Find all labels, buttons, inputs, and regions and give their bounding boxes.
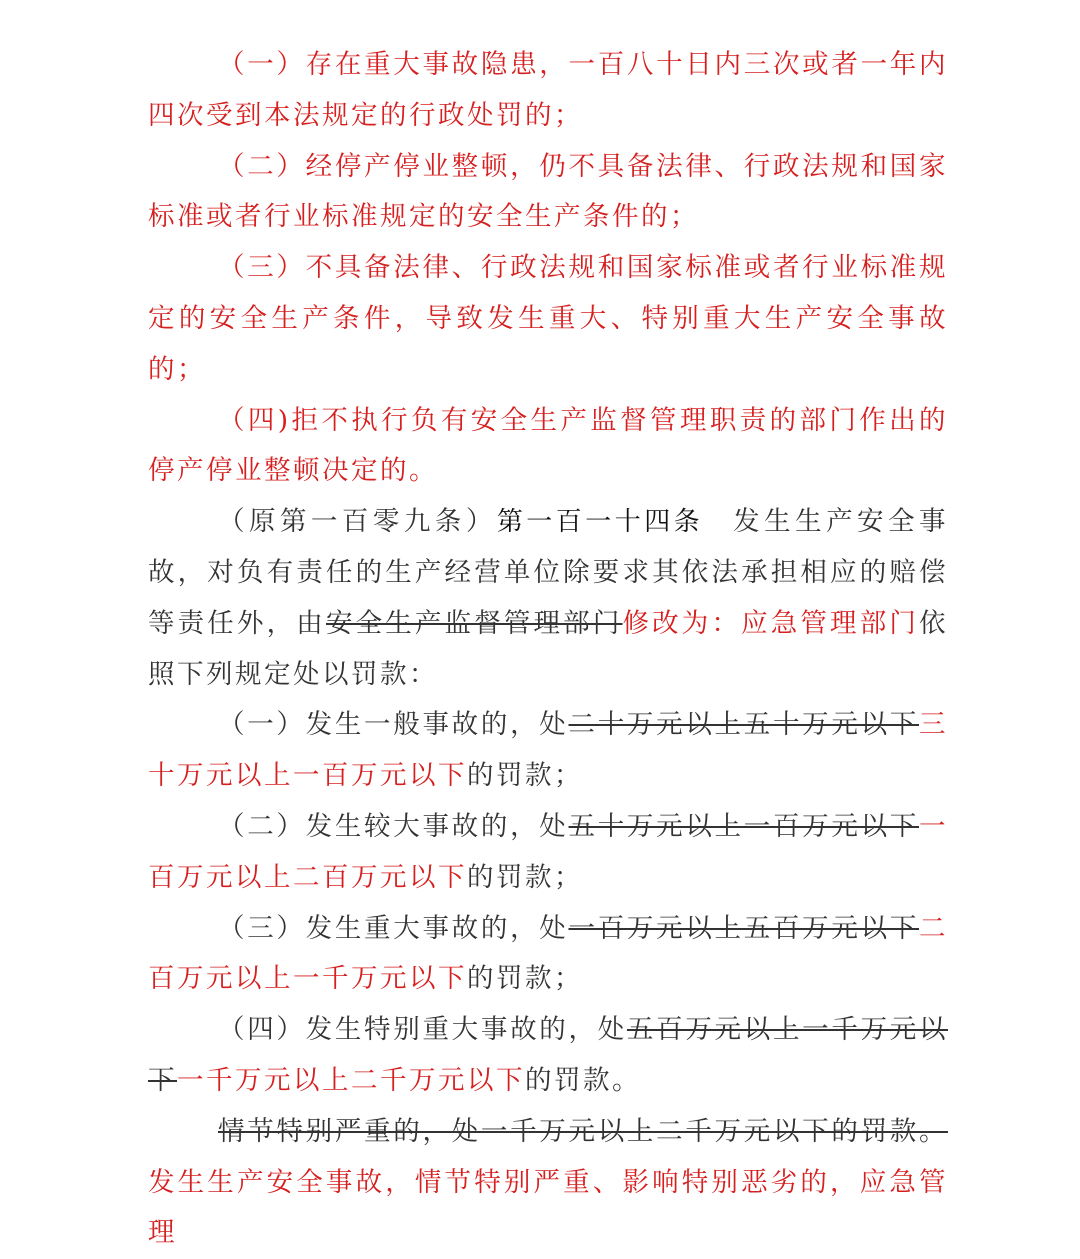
fine-item-4 xyxy=(148,1005,948,1107)
clause-3-text: （三）不具备法律、行政法规和国家标准或者行业标准规定的安全生产条件，导致发生重大、特别重大生产安全事故的； xyxy=(148,252,948,385)
document-body xyxy=(148,40,948,1259)
article-title: 第一百一十四条 xyxy=(496,507,704,538)
closing-struck: 情节特别严重的，处一千万元以上二千万元以下的罚款。 xyxy=(218,1115,948,1147)
article-body-start: 发生生产安全事故，对负有责任的生产经营单位除要求其依法承担相应的赔偿等责任外，由 xyxy=(148,506,948,639)
fine-tail: 的罚款； xyxy=(467,760,583,792)
fine-item-3 xyxy=(148,904,948,1006)
closing-revision: 发生生产安全事故，情节特别严重、影响特别恶劣的，应急管理 xyxy=(148,1166,948,1249)
article-prefix: （原第一百零九条） xyxy=(218,506,497,538)
article-body-end: 依照下列规定处以罚款： xyxy=(148,607,949,690)
fine-label: （一）发生一般事故的，处 xyxy=(218,709,569,741)
closing-paragraph xyxy=(148,1107,948,1259)
clause-4-text: （四)拒不执行负有安全生产监督管理职责的部门作出的停产停业整顿决定的。 xyxy=(148,404,948,487)
clause-1-text: （一）存在重大事故隐患，一百八十日内三次或者一年内四次受到本法规定的行政处罚的； xyxy=(148,49,948,131)
clause-2-text: （二）经停产停业整顿，仍不具备法律、行政法规和国家标准或者行业标准规定的安全生产条件的； xyxy=(148,150,948,233)
fine-struck: 一百万元以上五百万元以下 xyxy=(568,912,919,944)
struck-text: 安全生产监督管理部门 xyxy=(325,607,623,639)
article-paragraph xyxy=(148,497,948,700)
clause-3 xyxy=(148,243,948,395)
fine-tail: 的罚款； xyxy=(467,963,583,995)
fine-struck: 二十万元以上五十万元以下 xyxy=(568,709,919,741)
fine-tail: 的罚款。 xyxy=(525,1064,641,1096)
clause-4 xyxy=(148,396,948,498)
fine-item-1 xyxy=(148,700,948,802)
clause-1 xyxy=(148,40,948,142)
fine-revision: 三十万元以上一百万元以下 xyxy=(148,709,948,792)
fine-label: （三）发生重大事故的，处 xyxy=(218,912,569,944)
fine-struck: 五百万元以上一千万元以下 xyxy=(148,1014,949,1096)
revision-text: 修改为：应急管理部门 xyxy=(622,607,920,639)
fine-struck: 五十万元以上一百万元以下 xyxy=(568,810,919,842)
fine-label: （四）发生特别重大事故的，处 xyxy=(218,1014,627,1046)
fine-revision: 一千万元以上二千万元以下 xyxy=(177,1064,525,1096)
clause-2 xyxy=(148,142,948,244)
fine-item-2 xyxy=(148,802,948,904)
fine-tail: 的罚款； xyxy=(467,861,583,893)
fine-revision: 二百万元以上一千万元以下 xyxy=(148,912,948,995)
fine-revision: 一百万元以上二百万元以下 xyxy=(148,810,948,893)
fine-label: （二）发生较大事故的，处 xyxy=(218,810,569,842)
